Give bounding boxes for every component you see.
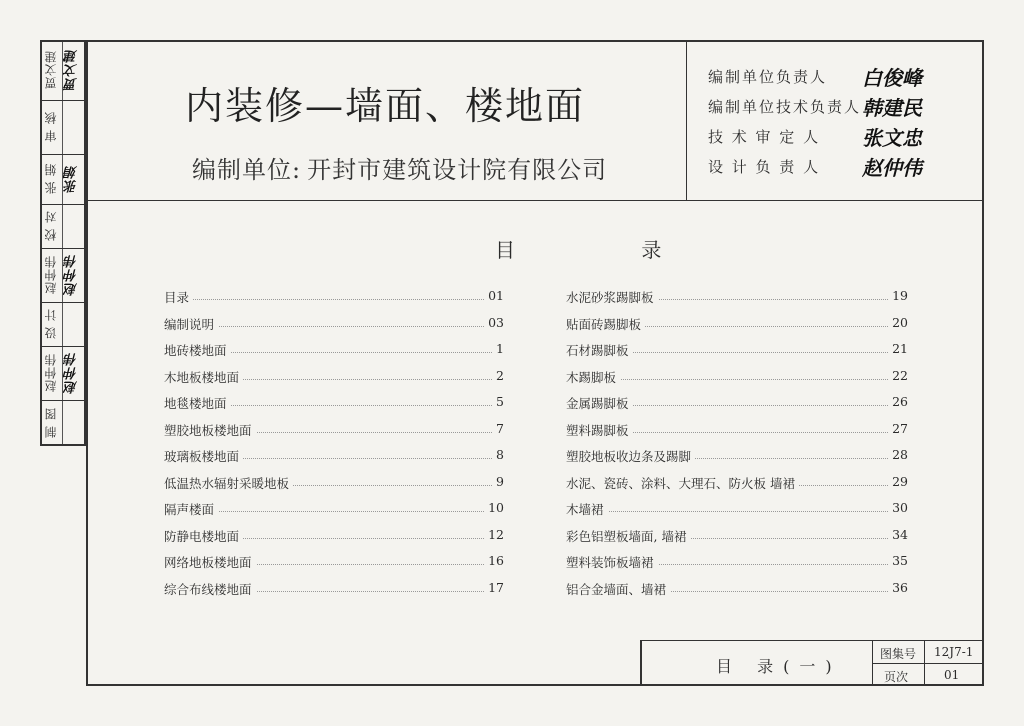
toc-entry[interactable]: [164, 527, 504, 547]
toc-entry-label: 综合布线楼地面: [164, 580, 256, 598]
header-vertical-divider: [686, 40, 687, 200]
toc-entry-page: 27: [888, 421, 908, 436]
toc-entry-label: 塑料踢脚板: [566, 421, 633, 439]
strip-row-divider: [40, 302, 86, 303]
toc-entry[interactable]: [164, 421, 504, 441]
toc-entry-page: 5: [492, 394, 504, 409]
toc-entry[interactable]: [164, 500, 504, 520]
strip-label: 审 核: [44, 111, 58, 143]
toc-entry-label: 地毯楼地面: [164, 394, 231, 412]
toc-entry-label: 低温热水辐射采暖地板: [164, 474, 293, 492]
toc-entry[interactable]: [566, 447, 908, 467]
strip-signature: [63, 104, 83, 150]
toc-entry-label: 塑胶地板楼地面: [164, 421, 256, 439]
toc-entry-page: 03: [484, 315, 504, 330]
strip-signature: [63, 306, 83, 342]
toc-entry-page: 26: [888, 394, 908, 409]
toc-entry-page: 9: [492, 474, 504, 489]
toc-entry-page: 1: [492, 341, 504, 356]
toc-entry-label: 贴面砖踢脚板: [566, 315, 645, 333]
responsible-role: 编制单位负责人: [708, 68, 828, 86]
toc-entry-label: 水泥砂浆踢脚板: [566, 288, 658, 306]
responsible-signature: 赵仲伟: [862, 156, 922, 180]
toc-entry-label: 塑料装饰板墙裙: [566, 553, 658, 571]
page-label: 页次: [884, 670, 909, 684]
toc-entry-page: 35: [888, 553, 908, 568]
toc-entry[interactable]: [566, 500, 908, 520]
strip-label: 赵仲伟: [44, 353, 58, 393]
strip-signature: 张娟: [65, 165, 80, 193]
responsible-role: 技 术 审 定 人: [708, 128, 821, 146]
toc-entry-label: 彩色铝塑板墙面, 墙裙: [566, 527, 690, 545]
toc-entry-label: 水泥、瓷砖、涂料、大理石、防火板 墙裙: [566, 474, 799, 492]
strip-signature: 赵仲伟: [65, 352, 80, 394]
toc-entry-page: 19: [888, 288, 908, 303]
toc-entry[interactable]: [566, 341, 908, 361]
toc-entry-page: 8: [492, 447, 504, 462]
editor-unit-label: 编制单位:: [192, 156, 302, 184]
toc-entry-label: 防静电楼地面: [164, 527, 243, 545]
toc-entry[interactable]: [164, 474, 504, 494]
toc-entry[interactable]: [164, 394, 504, 414]
toc-entry-label: 地砖楼地面: [164, 341, 231, 359]
toc-entry[interactable]: [164, 288, 504, 308]
toc-entry[interactable]: [164, 341, 504, 361]
toc-entry-label: 木墙裙: [566, 500, 608, 518]
responsible-role: 设 计 负 责 人: [708, 158, 821, 176]
sheet-title: 目 录(一): [716, 657, 842, 676]
toc-entry-page: 36: [888, 580, 908, 595]
toc-entry[interactable]: [566, 580, 908, 600]
toc-entry-page: 28: [888, 447, 908, 462]
toc-entry-page: 21: [888, 341, 908, 356]
toc-leader: [164, 299, 504, 300]
toc-entry[interactable]: [566, 288, 908, 308]
strip-signature: [63, 404, 83, 442]
toc-entry-label: 木地板楼地面: [164, 368, 243, 386]
toc-entry-label: 石材踢脚板: [566, 341, 633, 359]
toc-entry-page: 17: [484, 580, 504, 595]
toc-entry[interactable]: [566, 315, 908, 335]
responsible-signature: 张文忠: [862, 126, 922, 150]
header-divider: [86, 200, 984, 201]
strip-row-divider: [40, 204, 86, 205]
strip-row-divider: [40, 248, 86, 249]
strip-signature: 赵仲伟: [65, 254, 80, 296]
toc-entry[interactable]: [164, 368, 504, 388]
toc-entry-page: 7: [492, 421, 504, 436]
toc-entry[interactable]: [566, 421, 908, 441]
editor-unit-name: 开封市建筑设计院有限公司: [307, 156, 608, 184]
toc-entry[interactable]: [164, 553, 504, 573]
responsible-signature: 白俊峰: [862, 66, 922, 90]
toc-entry[interactable]: [566, 368, 908, 388]
strip-row-divider: [40, 346, 86, 347]
page-title: 内装修—墙面、楼地面: [185, 84, 586, 128]
editor-unit: [192, 150, 607, 185]
strip-signature: [63, 208, 83, 244]
strip-row-divider: [40, 100, 86, 101]
strip-label: 张 娟: [44, 163, 58, 195]
toc-entry-label: 塑胶地板收边条及踢脚: [566, 447, 695, 465]
responsible-role: 编制单位技术负责人: [708, 98, 862, 116]
toc-entry[interactable]: [566, 394, 908, 414]
toc-entry-label: 编制说明: [164, 315, 218, 333]
responsible-signature: 韩建民: [862, 96, 922, 120]
toc-entry-page: 16: [484, 553, 504, 568]
toc-entry-label: 玻璃板楼地面: [164, 447, 243, 465]
strip-label: 制 图: [44, 407, 58, 439]
strip-row-divider: [40, 154, 86, 155]
strip-label: 校 对: [44, 210, 58, 242]
toc-entry-page: 10: [484, 500, 504, 515]
toc-entry-page: 34: [888, 527, 908, 542]
toc-entry-page: 12: [484, 527, 504, 542]
strip-label: 设 计: [44, 308, 58, 340]
page-value: 01: [944, 668, 960, 682]
toc-entry-label: 网络地板楼地面: [164, 553, 256, 571]
toc-entry[interactable]: [164, 315, 504, 335]
toc-entry[interactable]: [566, 553, 908, 573]
toc-entry[interactable]: [566, 474, 908, 494]
toc-entry-label: 铝合金墙面、墙裙: [566, 580, 670, 598]
toc-entry-label: 木踢脚板: [566, 368, 620, 386]
toc-entry-page: 22: [888, 368, 908, 383]
toc-entry-page: 01: [484, 288, 504, 303]
toc-entry-label: 隔声楼面: [164, 500, 218, 518]
strip-label: 赵仲伟: [44, 255, 58, 295]
toc-entry-label: 目录: [164, 288, 193, 306]
toc-entry-page: 29: [888, 474, 908, 489]
toc-entry-page: 2: [492, 368, 504, 383]
toc-entry-page: 20: [888, 315, 908, 330]
toc-entry-page: 30: [888, 500, 908, 515]
atlas-value: 12J7-1: [934, 645, 974, 659]
strip-row-divider: [40, 400, 86, 401]
toc-title: 目 录: [495, 238, 722, 262]
toc-leader: [566, 511, 908, 512]
toc-entry[interactable]: [566, 527, 908, 547]
toc-entry[interactable]: [164, 447, 504, 467]
toc-entry-label: 金属踢脚板: [566, 394, 633, 412]
title-block-divider: [872, 663, 982, 664]
strip-signature: 贾文建: [65, 49, 80, 91]
atlas-label: 图集号: [880, 647, 917, 661]
strip-label: 贾文建: [44, 50, 58, 90]
toc-entry[interactable]: [164, 580, 504, 600]
